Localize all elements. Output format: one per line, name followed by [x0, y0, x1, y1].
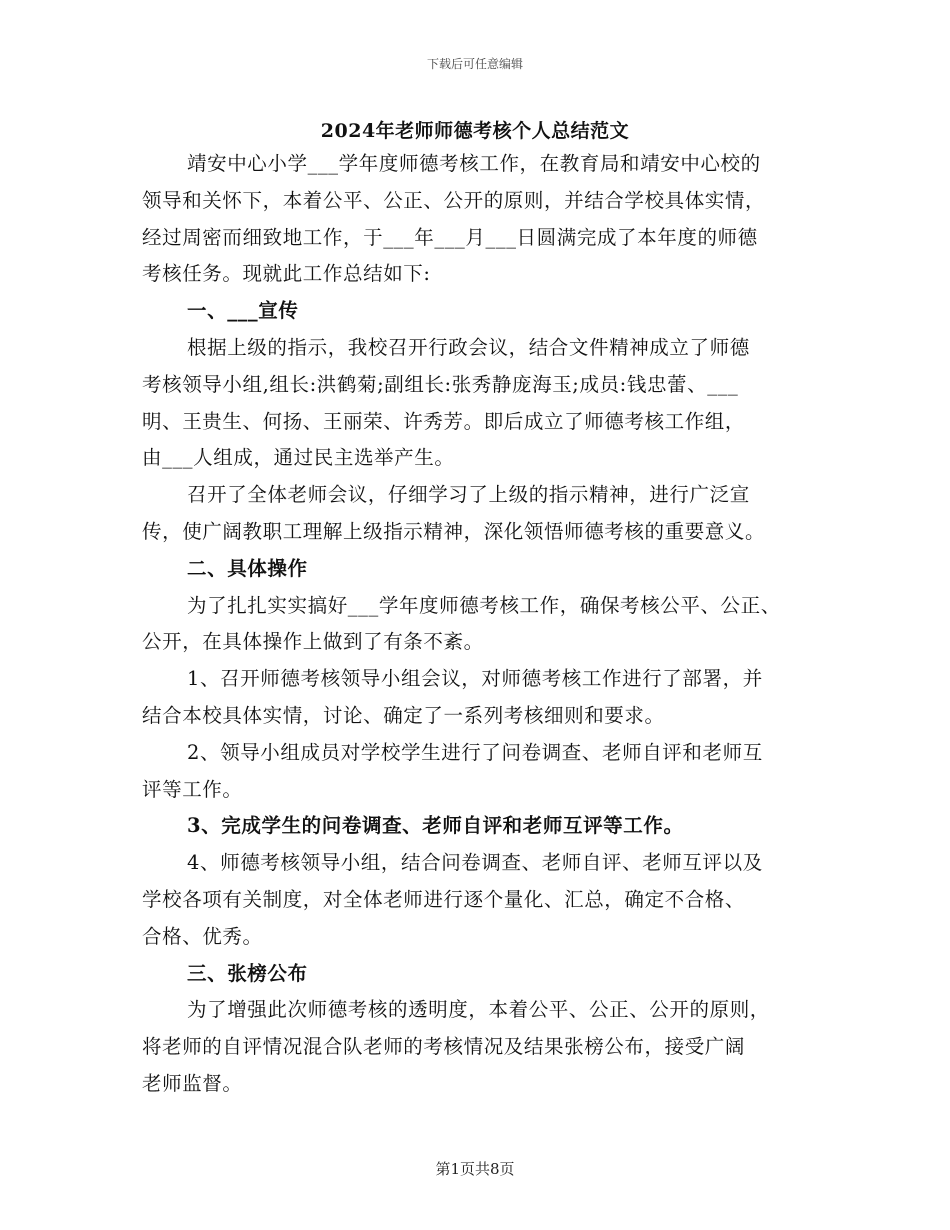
document-title: 2024年老师师德考核个人总结范文 — [320, 120, 630, 142]
paragraph-line: 靖安中心小学___学年度师德考核工作，在教育局和靖安中心校的 — [187, 152, 761, 175]
section-heading: 一、___宣传 — [187, 299, 299, 323]
paragraph-line: 1、召开师德考核领导小组会议，对师德考核工作进行了部署，并 — [187, 667, 763, 691]
paragraph-line: 4、师德考核领导小组，结合问卷调查、老师自评、老师互评以及 — [187, 851, 763, 875]
section-heading: 三、张榜公布 — [187, 961, 308, 985]
paragraph-line: 为了增强此次师德考核的透明度，本着公平、公正、公开的原则， — [187, 998, 770, 1022]
paragraph-line: 评等工作。 — [142, 777, 243, 801]
paragraph-line: 公开，在具体操作上做到了有条不紊。 — [142, 630, 484, 654]
paragraph-line: 考核任务。现就此工作总结如下: — [142, 262, 431, 286]
paragraph-line: 将老师的自评情况混合队老师的考核情况及结果张榜公布，接受广阔 — [142, 1035, 746, 1059]
paragraph-line: 结合本校具体实情，讨论、确定了一系列考核细则和要求。 — [142, 703, 665, 727]
paragraph-line: 经过周密而细致地工作，于___年___月___日圆满完成了本年度的师德 — [142, 225, 758, 249]
paragraph-line: 根据上级的指示，我校召开行政会议，结合文件精神成立了师德 — [187, 335, 750, 359]
section-heading: 二、具体操作 — [187, 556, 308, 580]
paragraph-line: 考核领导小组,组长:洪鹤菊;副组长:张秀静庞海玉;成员:钱忠蕾、___ — [142, 372, 739, 396]
paragraph-line: 明、王贵生、何扬、王丽荣、许秀芳。即后成立了师德考核工作组， — [142, 409, 746, 433]
paragraph-line: 学校各项有关制度，对全体老师进行逐个量化、汇总，确定不合格、 — [142, 887, 746, 911]
paragraph-line: 领导和关怀下，本着公平、公正、公开的原则，并结合学校具体实情， — [142, 188, 766, 212]
paragraph-line: 召开了全体老师会议，仔细学习了上级的指示精神，进行广泛宣 — [187, 483, 750, 507]
paragraph-line: 传，使广阔教职工理解上级指示精神，深化领悟师德考核的重要意义。 — [142, 519, 766, 543]
paragraph-line: 2、领导小组成员对学校学生进行了问卷调查、老师自评和老师互 — [187, 740, 763, 764]
header-note: 下载后可任意编辑 — [426, 57, 523, 71]
document-body — [142, 146, 812, 1103]
paragraph-line: 为了扎扎实实搞好___学年度师德考核工作，确保考核公平、公正、 — [187, 593, 781, 617]
paragraph-line: 由___人组成，通过民主选举产生。 — [142, 446, 455, 470]
paragraph-line: 老师监督。 — [142, 1071, 243, 1095]
bold-list-item: 3、完成学生的问卷调查、老师自评和老师互评等工作。 — [187, 814, 684, 838]
page-footer: 第1页共8页 — [435, 1160, 515, 1178]
paragraph-line: 合格、优秀。 — [142, 924, 263, 948]
